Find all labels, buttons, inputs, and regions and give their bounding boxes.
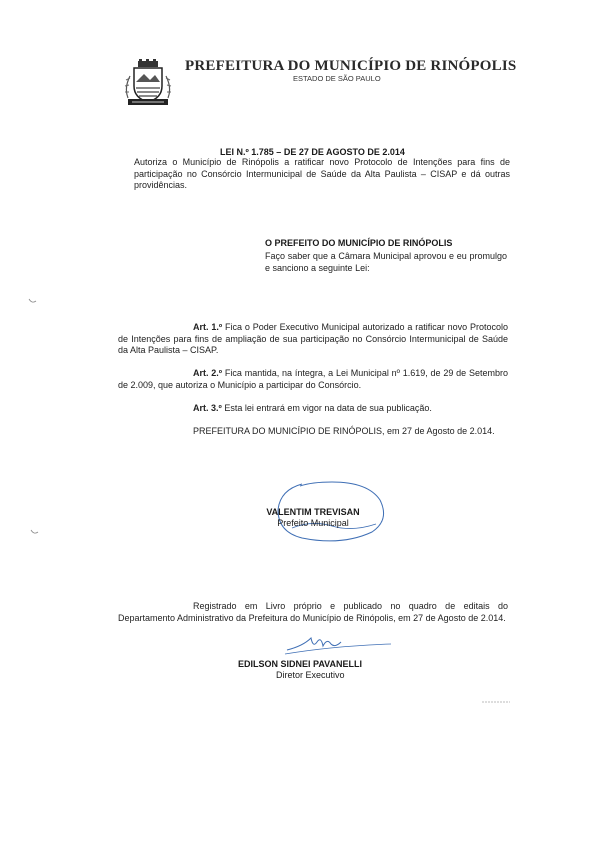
article-1 bbox=[118, 322, 508, 357]
article-1-label: Art. 1.º bbox=[193, 322, 223, 332]
article-1-text: Fica o Poder Executivo Municipal autorizado a ratificar novo Protocolo de Intenções para fins de ampliação de sua participação no Consórcio Intermunicipal de Saúde da Alta Paulista – CISAP. bbox=[118, 322, 508, 355]
director-role: Diretor Executivo bbox=[276, 670, 345, 680]
municipal-coat-of-arms bbox=[122, 58, 174, 108]
decree-heading: O PREFEITO DO MUNICÍPIO DE RINÓPOLIS bbox=[265, 238, 453, 248]
article-2-label: Art. 2.º bbox=[193, 368, 223, 378]
decree-text: Faço saber que a Câmara Municipal aprovou e eu promulgo e sanciono a seguinte Lei: bbox=[265, 251, 507, 273]
state-subtitle: ESTADO DE SÃO PAULO bbox=[293, 74, 381, 83]
law-summary: Autoriza o Município de Rinópolis a ratificar novo Protocolo de Intenções para fins de participação no Consórcio Intermunicipal de Saúde da Alta Paulista – CISAP e dá outras providências. bbox=[134, 157, 510, 190]
article-2 bbox=[118, 368, 508, 391]
director-name: EDILSON SIDNEI PAVANELLI bbox=[238, 659, 363, 669]
article-3-text: Esta lei entrará em vigor na data de sua publicação. bbox=[224, 403, 432, 413]
mayor-role: Prefeito Municipal bbox=[277, 518, 349, 528]
article-3-label: Art. 3.º bbox=[193, 403, 222, 413]
law-title: LEI N.º 1.785 – DE 27 DE AGOSTO DE 2.014 bbox=[220, 147, 405, 157]
mayor-name: VALENTIM TREVISAN bbox=[266, 507, 360, 517]
scan-mark bbox=[482, 700, 510, 704]
registry-note: Registrado em Livro próprio e publicado no quadro de editais do Departamento Administrativo da Prefeitura do Município de Rinópolis, em 27 de Agosto de 2.014. bbox=[118, 601, 508, 623]
article-2-text: Fica mantida, na íntegra, a Lei Municipal nº 1.619, de 29 de Setembro de 2.009, que autoriza o Município a participar do Consórcio. bbox=[118, 368, 508, 390]
article-3 bbox=[193, 403, 432, 415]
closing-date-line: PREFEITURA DO MUNICÍPIO DE RINÓPOLIS, em 27 de Agosto de 2.014. bbox=[193, 426, 495, 436]
page-title: PREFEITURA DO MUNICÍPIO DE RINÓPOLIS bbox=[185, 58, 517, 74]
director-signature bbox=[283, 634, 393, 658]
punch-hole-mark bbox=[28, 298, 37, 304]
punch-hole-mark bbox=[30, 529, 39, 535]
